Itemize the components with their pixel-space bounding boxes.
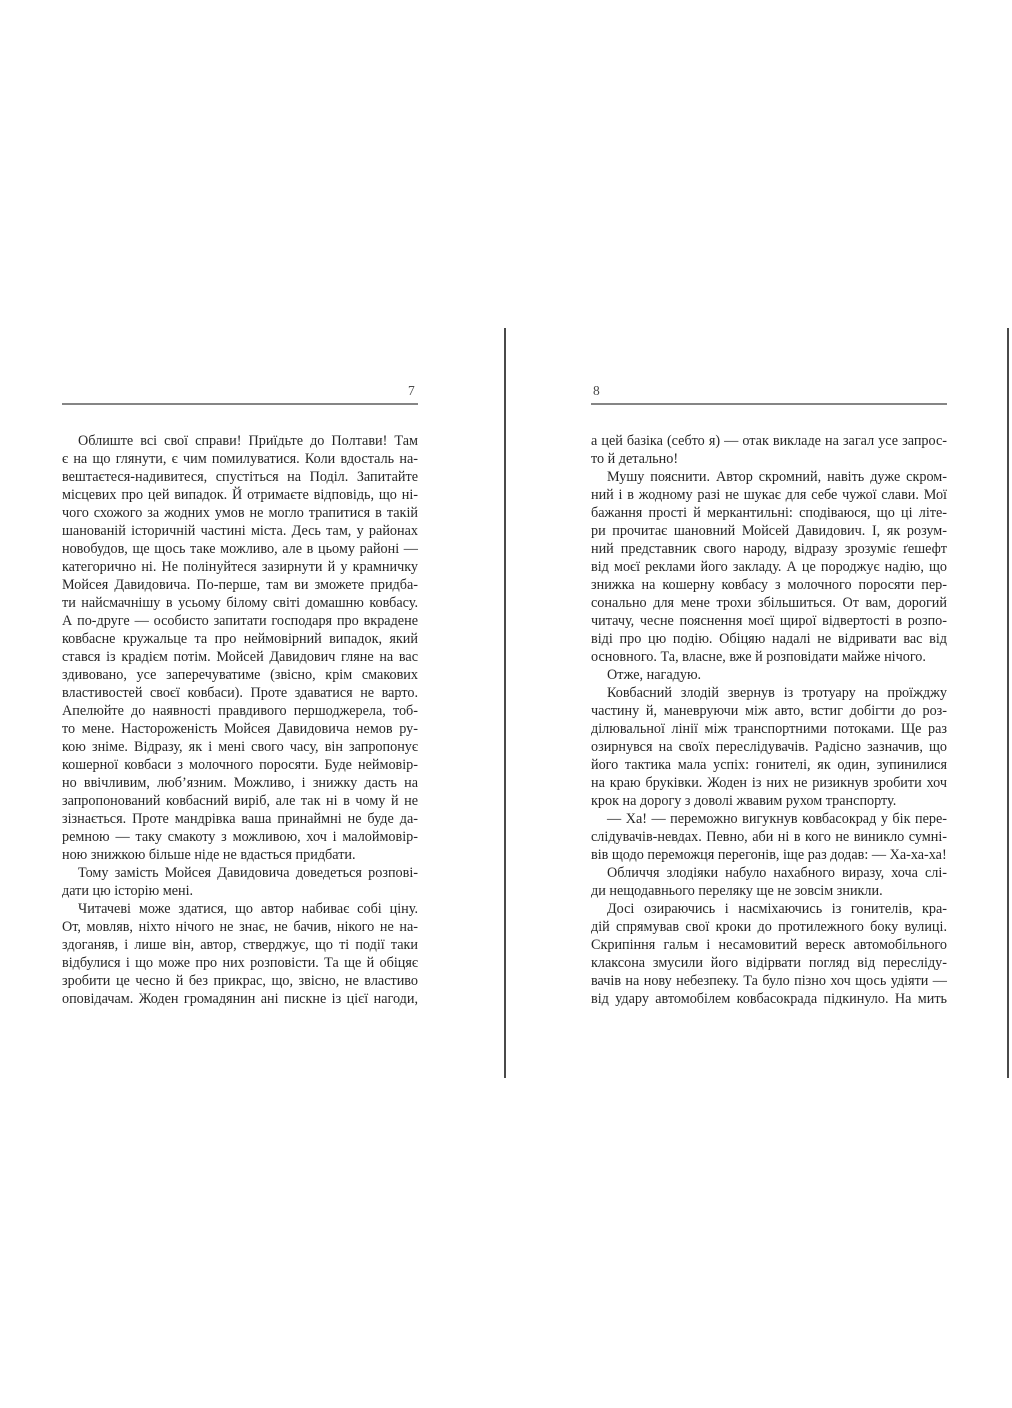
text-line: ремною — таку смакоту з можливою, хоч і малоймовір- <box>62 829 418 845</box>
page-8-header <box>591 384 947 405</box>
text-line: оповідачам. Жоден громадянин ані пискне із цієї нагоди, <box>62 991 418 1007</box>
text-line: Ковбасний злодій звернув із тротуару на проїжджу <box>607 685 947 701</box>
header-rule <box>62 403 418 405</box>
text-line: зізнається. Проте мандрівка ваша принаймні не буде да- <box>62 811 418 827</box>
text-line: його тактика мала успіх: гонителі, як один, зупинилися <box>591 757 947 773</box>
text-line: здоганяв, і лише він, автор, стверджує, що ті події таки <box>62 937 418 953</box>
text-line: знижка на кошерну ковбасу з молочного поросяти пер- <box>591 577 947 593</box>
text-line: ний і в жодному разі не шукає для себе чужої слави. Мої <box>591 487 947 503</box>
text-line: дій спрямував свої кроки до протилежного боку вулиці. <box>591 919 947 935</box>
text-line: От, мовляв, ніхто нічого не знає, не бачив, нікого не на- <box>62 919 418 935</box>
text-line: категорично ні. Не полінуйтеся зазирнути й у крамничку <box>62 559 418 575</box>
text-line: ною знижкою більше ніде не вдасться придбати. <box>62 847 356 863</box>
text-line: но ввічливим, люб’язним. Можливо, і знижку дасть на <box>62 775 418 791</box>
text-line: то мене. Настороженість Мойсея Давидовича немов ру- <box>62 721 418 737</box>
text-line: вів щодо переможця перегонів, іще раз додав: — Ха-ха-ха! <box>591 847 947 863</box>
text-line: озирнувся на своїх переслідувачів. Радісно зазначив, що <box>591 739 947 755</box>
text-line: Читачеві може здатися, що автор набиває собі ціну. <box>78 901 418 917</box>
text-line: здивовано, усе заперечуватиме (звісно, крім смакових <box>62 667 418 683</box>
text-line: місцевих про цей випадок. Й отримаєте відповідь, що ні- <box>62 487 418 503</box>
text-line: ди нещодавнього переляку ще не зовсім зникли. <box>591 883 883 899</box>
text-line: основного. Та, власне, вже й розповідати майже нічого. <box>591 649 926 665</box>
text-line: Скрипіння гальм і несамовитий вереск автомобільного <box>591 937 947 953</box>
text-line: новобудов, ще щось таке можливо, але в цьому районі — <box>62 541 418 557</box>
text-line: від моєї реклами його закладу. А це породжує надію, що <box>591 559 947 575</box>
text-line: слідувачів-невдах. Певно, аби ні в кого не виникло сумні- <box>591 829 947 845</box>
text-line: ри прочитає шановний Мойсей Давидович. І, як розум- <box>591 523 947 539</box>
text-line: Апелюйте до наявності правдивого першоджерела, тоб- <box>62 703 418 719</box>
text-line: ний представник свого народу, відразу зрозуміє ґешефт <box>591 541 947 557</box>
text-line: чого схожого за жодних умов не могло трапитися в такій <box>62 505 418 521</box>
page-8 <box>591 384 947 1008</box>
text-line: від удару автомобілем ковбасокрада підкинуло. На мить <box>591 991 947 1007</box>
page-right-edge-line <box>1007 328 1009 1078</box>
text-line: ти найсмачнішу в усьому білому світі домашню ковбасу. <box>62 595 418 611</box>
text-line: відбулися і що може про них розповісти. Та ще й обіцяє <box>62 955 418 971</box>
text-line: шанованій історичній частині міста. Десь там, у районах <box>62 523 418 539</box>
text-line: Отже, нагадую. <box>607 667 702 683</box>
text-line: бажання прості й меркантильні: сподіваюся, що ці літе- <box>591 505 947 521</box>
text-line: ділювальної лінії між транспортними потоками. Ще раз <box>591 721 947 737</box>
text-line: кою зніме. Відразу, як і мені свого часу, він запропонує <box>62 739 418 755</box>
text-line: вачів на нову небезпеку. Та було пізно хоч щось удіяти — <box>591 973 947 989</box>
text-line: зробити це чесно й без прикрас, що, звісно, не властиво <box>62 973 418 989</box>
text-line: віді про цю подію. Обіцяю надалі не відривати вас від <box>591 631 947 647</box>
text-line: Мойсея Давидовича. По-перше, там ви зможете придба- <box>62 577 418 593</box>
text-line: вештаєтеся-надивитеся, спустіться на Поділ. Запитайте <box>62 469 418 485</box>
text-line: ковбасне кружальце та про неймовірний випадок, який <box>62 631 418 647</box>
text-line: Облиште всі свої справи! Приїдьте до Полтави! Там <box>78 433 418 449</box>
text-line: стався із крадієм потім. Мойсей Давидович гляне на вас <box>62 649 418 665</box>
text-line: на краю бруківки. Жоден із них не ризикнув зробити хоч <box>591 775 947 791</box>
page-number-8: 8 <box>593 383 601 398</box>
text-line: то й детально! <box>591 451 679 467</box>
page-7 <box>62 384 418 1008</box>
page-7-header <box>62 384 418 405</box>
page-7-body <box>62 432 418 1008</box>
text-line: а цей базіка (себто я) — отак викладе на загал усе запрос- <box>591 433 947 449</box>
text-line: клаксона змусили його відірвати погляд від пересліду- <box>591 955 947 971</box>
page-number-7: 7 <box>407 383 415 398</box>
text-line: частину й, маневруючи між авто, встиг добігти до роз- <box>591 703 947 719</box>
text-line: крок на дорогу з доволі жвавим рухом транспорту. <box>591 793 897 809</box>
text-line: кошерної ковбаси з молочного поросяти. Буде неймовір- <box>62 757 418 773</box>
text-line: Тому замість Мойсея Давидовича доведеться розпові- <box>78 865 418 881</box>
text-line: читачу, чесне пояснення моєї щирої відвертості в розпо- <box>591 613 947 629</box>
text-line: — Ха! — переможно вигукнув ковбасокрад у бік пере- <box>607 811 947 827</box>
page-8-body <box>591 432 947 1008</box>
text-line: Обличчя злодіяки набуло нахабного виразу, хоча слі- <box>607 865 947 881</box>
text-line: Досі озираючись і насміхаючись із гонителів, кра- <box>607 901 947 917</box>
text-line: є на що глянути, є чим помилуватися. Коли вдосталь на- <box>62 451 418 467</box>
text-line: Мушу пояснити. Автор скромний, навіть дуже скром- <box>607 469 947 485</box>
text-line: запропонований ковбасний виріб, але так ні в чому й не <box>62 793 418 809</box>
text-line: дати цю історію мені. <box>62 883 194 899</box>
page-gutter-divider <box>504 328 506 1078</box>
text-line: сонально для мене трохи збільшиться. От вам, дорогий <box>591 595 947 611</box>
text-line: А по-друге — особисто запитати господаря про вкрадене <box>62 613 418 629</box>
header-rule <box>591 403 947 405</box>
text-line: властивостей своєї ковбаси). Проте здаватися не варто. <box>62 685 418 701</box>
